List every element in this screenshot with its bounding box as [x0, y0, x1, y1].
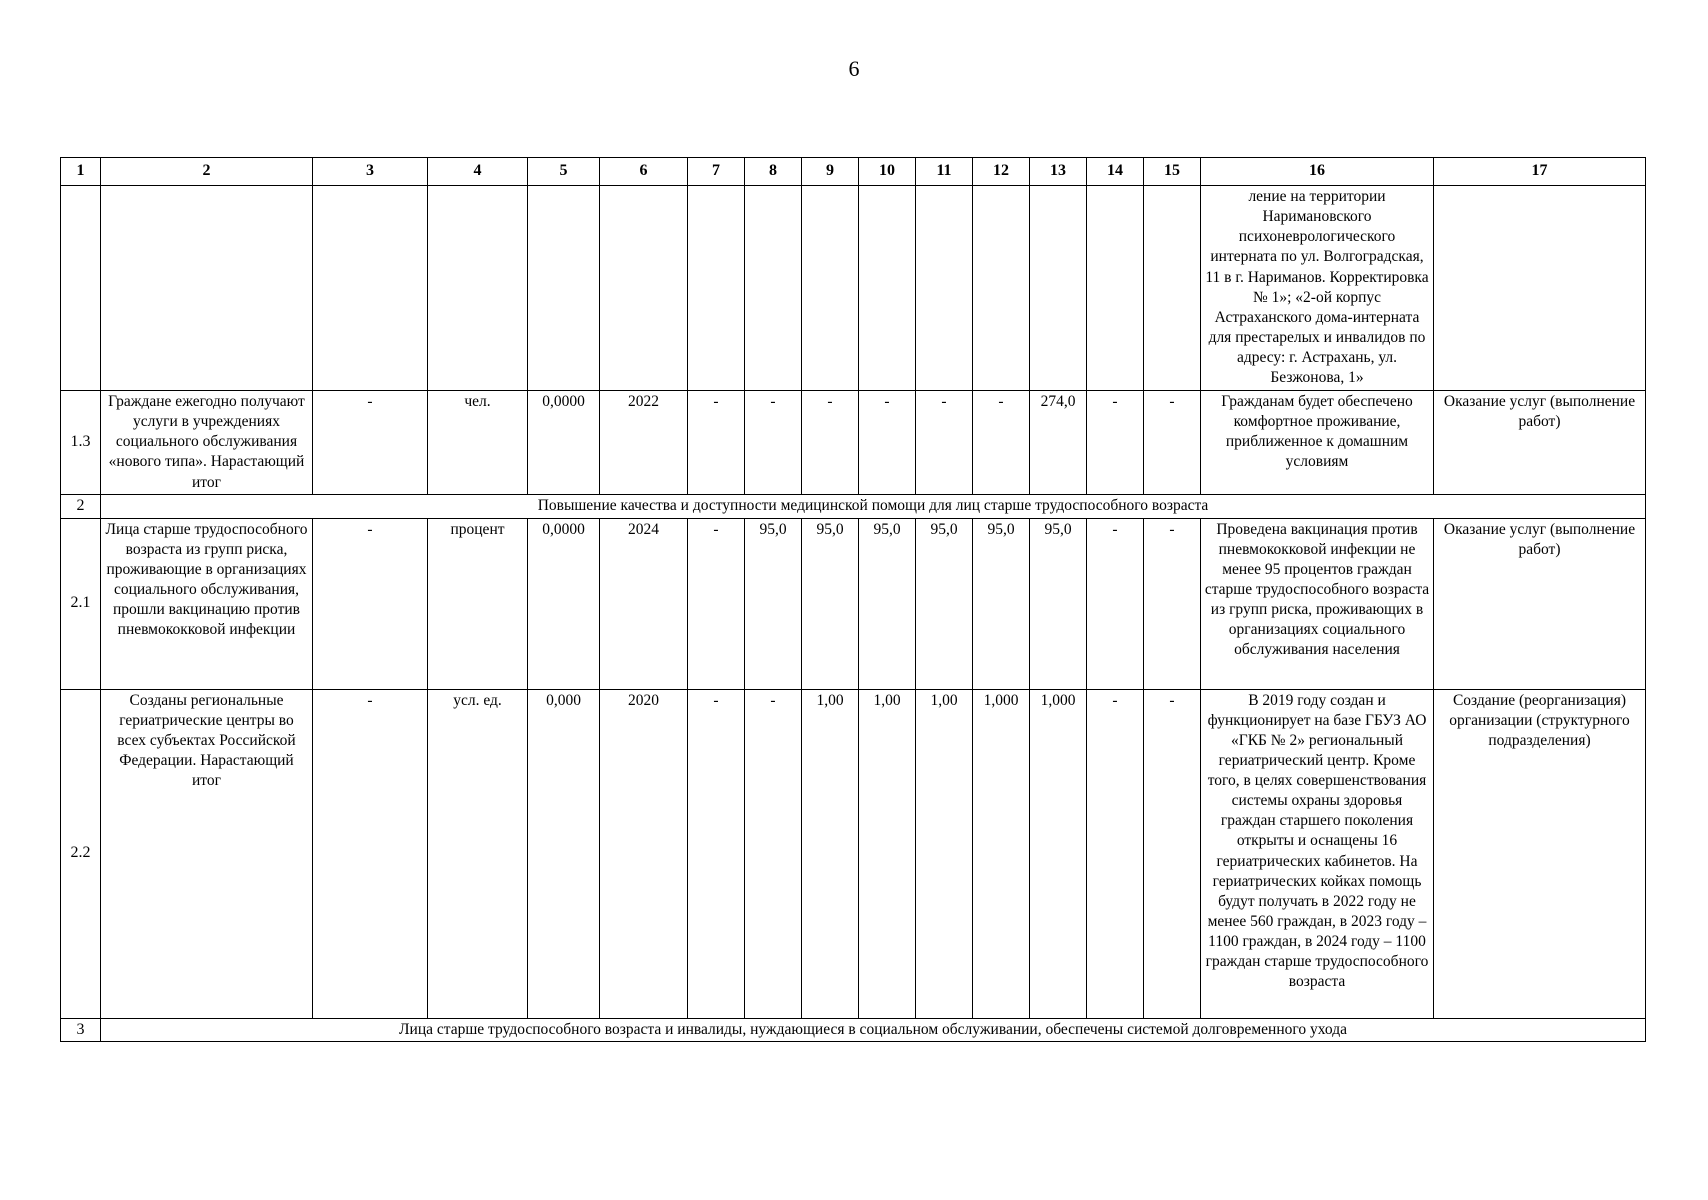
table-cell-col-4: [428, 186, 528, 391]
section-row: [61, 1018, 1646, 1042]
table-cell-col-6: [600, 186, 688, 391]
table-cell-col-10: -: [859, 391, 916, 495]
section-row: [61, 494, 1646, 518]
table-cell-col-17: Оказание услуг (выполнение работ): [1434, 391, 1646, 495]
header-cell-col-17: 17: [1434, 158, 1646, 186]
table-row: [61, 689, 1646, 1018]
table-cell-col-1: 2.1: [61, 518, 101, 689]
header-cell-col-16: 16: [1201, 158, 1434, 186]
table-cell-col-16: Проведена вакцинация против пневмококковой инфекции не менее 95 процентов граждан старше трудоспособного возраста из групп риска, проживающих в организациях социального обслуживания населения: [1201, 518, 1434, 689]
table-cell-col-3: -: [313, 391, 428, 495]
table-cell-col-12: 95,0: [973, 518, 1030, 689]
table-cell-col-9: [802, 186, 859, 391]
table-cell-col-13: 274,0: [1030, 391, 1087, 495]
header-cell-col-15: 15: [1144, 158, 1201, 186]
table-cell-col-8: [745, 186, 802, 391]
table-cell-col-14: -: [1087, 689, 1144, 1018]
table-cell-col-6: 2020: [600, 689, 688, 1018]
table-cell-col-16: Гражданам будет обеспечено комфортное проживание, приближенное к домашним условиям: [1201, 391, 1434, 495]
header-cell-col-8: 8: [745, 158, 802, 186]
table-cell-col-11: 1,00: [916, 689, 973, 1018]
table-cell-col-12: -: [973, 391, 1030, 495]
header-cell-col-11: 11: [916, 158, 973, 186]
table-cell-col-7: -: [688, 518, 745, 689]
table-cell-col-17: [1434, 186, 1646, 391]
table-cell-col-13: 1,000: [1030, 689, 1087, 1018]
header-cell-col-9: 9: [802, 158, 859, 186]
header-cell-col-5: 5: [528, 158, 600, 186]
table-cell-col-10: [859, 186, 916, 391]
table-cell-col-11: -: [916, 391, 973, 495]
table-cell-col-2: Граждане ежегодно получают услуги в учреждениях социального обслуживания «нового типа». Нарастающий итог: [101, 391, 313, 495]
table-cell-col-7: [688, 186, 745, 391]
table-cell-col-3: [313, 186, 428, 391]
table-cell-col-16: В 2019 году создан и функционирует на базе ГБУЗ АО «ГКБ № 2» региональный гериатрический центр. Кроме того, в целях совершенствования системы охраны здоровья граждан старшего поколения открыты и оснащены 16 гериатрических кабинетов. На гериатрических койках помощь будут получать в 2022 году не менее 560 граждан, в 2023 году – 1100 граждан, в 2024 году – 1100 граждан старше трудоспособного возраста: [1201, 689, 1434, 1018]
table-row: [61, 391, 1646, 495]
table-cell-col-14: -: [1087, 518, 1144, 689]
header-cell-col-2: 2: [101, 158, 313, 186]
table-cell-col-11: 95,0: [916, 518, 973, 689]
table-cell-col-2: Лица старше трудоспособного возраста из групп риска, проживающие в организациях социального обслуживания, прошли вакцинацию против пневмококковой инфекции: [101, 518, 313, 689]
table-cell-col-2: Созданы региональные гериатрические центры во всех субъектах Российской Федерации. Нарастающий итог: [101, 689, 313, 1018]
header-cell-col-3: 3: [313, 158, 428, 186]
table-cell-col-3: -: [313, 689, 428, 1018]
table-cell-col-13: [1030, 186, 1087, 391]
header-cell-col-6: 6: [600, 158, 688, 186]
header-cell-col-12: 12: [973, 158, 1030, 186]
table-cell-col-6: 2024: [600, 518, 688, 689]
table-cell-col-1: [61, 186, 101, 391]
table-cell-col-4: процент: [428, 518, 528, 689]
table-cell-col-17: Оказание услуг (выполнение работ): [1434, 518, 1646, 689]
header-cell-col-13: 13: [1030, 158, 1087, 186]
table-cell-col-5: [528, 186, 600, 391]
table-cell-col-14: -: [1087, 391, 1144, 495]
table-cell-col-6: 2022: [600, 391, 688, 495]
table-cell-col-15: -: [1144, 518, 1201, 689]
table-cell-col-5: 0,000: [528, 689, 600, 1018]
header-row: [61, 158, 1646, 186]
table-cell-col-5: 0,0000: [528, 518, 600, 689]
table-cell-col-1: 2.2: [61, 689, 101, 1018]
section-number: 2: [61, 494, 101, 518]
table-cell-col-7: -: [688, 689, 745, 1018]
header-cell-col-14: 14: [1087, 158, 1144, 186]
table-cell-col-14: [1087, 186, 1144, 391]
table-cell-col-9: 95,0: [802, 518, 859, 689]
table-cell-col-4: чел.: [428, 391, 528, 495]
header-cell-col-7: 7: [688, 158, 745, 186]
section-title: Лица старше трудоспособного возраста и инвалиды, нуждающиеся в социальном обслуживании, обеспечены системой долговременного ухода: [101, 1018, 1646, 1042]
table-cell-col-17: Создание (реорганизация) организации (структурного подразделения): [1434, 689, 1646, 1018]
table-cell-col-4: усл. ед.: [428, 689, 528, 1018]
table-cell-col-11: [916, 186, 973, 391]
table-cell-col-10: 95,0: [859, 518, 916, 689]
table-cell-col-9: -: [802, 391, 859, 495]
table-row: [61, 518, 1646, 689]
table-row: [61, 186, 1646, 391]
table-cell-col-15: -: [1144, 391, 1201, 495]
header-cell-col-1: 1: [61, 158, 101, 186]
table-cell-col-8: -: [745, 689, 802, 1018]
table-cell-col-10: 1,00: [859, 689, 916, 1018]
table-cell-col-8: -: [745, 391, 802, 495]
table-cell-col-3: -: [313, 518, 428, 689]
table-cell-col-15: -: [1144, 689, 1201, 1018]
table-cell-col-12: 1,000: [973, 689, 1030, 1018]
table-cell-col-15: [1144, 186, 1201, 391]
table-cell-col-5: 0,0000: [528, 391, 600, 495]
header-cell-col-10: 10: [859, 158, 916, 186]
table-cell-col-13: 95,0: [1030, 518, 1087, 689]
table-cell-col-9: 1,00: [802, 689, 859, 1018]
table-cell-col-8: 95,0: [745, 518, 802, 689]
table-cell-col-7: -: [688, 391, 745, 495]
header-cell-col-4: 4: [428, 158, 528, 186]
section-title: Повышение качества и доступности медицинской помощи для лиц старше трудоспособного возраста: [101, 494, 1646, 518]
table-cell-col-16: ление на территории Наримановского психоневрологического интерната по ул. Волгоградская, 11 в г. Нариманов. Корректировка № 1»; «2-ой корпус Астраханского дома-интерната для престарелых и инвалидов по адресу: г. Астрахань, ул. Безжонова, 1»: [1201, 186, 1434, 391]
table-cell-col-1: 1.3: [61, 391, 101, 495]
section-number: 3: [61, 1018, 101, 1042]
page-number: 6: [848, 56, 860, 81]
table-cell-col-2: [101, 186, 313, 391]
indicators-table: [60, 157, 1646, 1042]
table-cell-col-12: [973, 186, 1030, 391]
